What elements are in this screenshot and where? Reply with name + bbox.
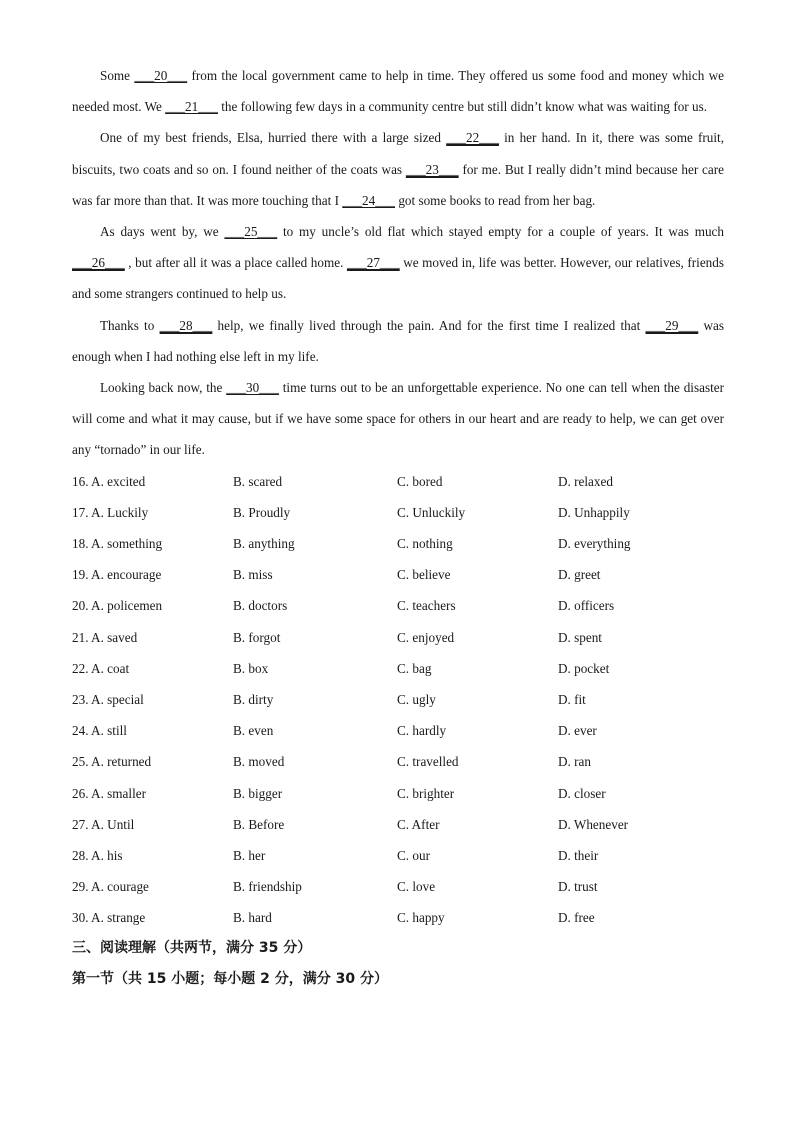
question-22-options: [72, 653, 724, 684]
option-c: C. our: [397, 847, 430, 863]
option-a: 23. A. special: [72, 691, 144, 707]
option-c: C. nothing: [397, 536, 453, 552]
text: Thanks to: [100, 317, 160, 333]
blank-27: ___27___: [346, 255, 400, 271]
option-d: D. fit: [558, 691, 586, 707]
text: One of my best friends, Elsa, hurried there with a large sized: [100, 130, 447, 146]
option-b: B. box: [233, 660, 269, 676]
answer-options: [72, 466, 724, 934]
blank-23: ___23___: [405, 161, 459, 177]
question-18-options: [72, 528, 724, 559]
option-d: D. relaxed: [558, 473, 613, 489]
question-24-options: [72, 715, 724, 746]
option-b: B. miss: [233, 567, 273, 583]
option-a: 25. A. returned: [72, 754, 152, 770]
option-a: 19. A. encourage: [72, 567, 162, 583]
option-a: 18. A. something: [72, 536, 163, 552]
option-d: D. Whenever: [558, 816, 629, 832]
option-a: 28. A. his: [72, 847, 123, 863]
option-a: 17. A. Luckily: [72, 504, 149, 520]
passage-paragraph-3: [72, 216, 724, 310]
option-d: D. trust: [558, 879, 598, 895]
option-b: B. anything: [233, 536, 295, 552]
blank-26: ___26___: [72, 255, 125, 271]
option-c: C. enjoyed: [397, 629, 455, 645]
option-d: D. everything: [558, 536, 631, 552]
passage-paragraph-1: [72, 60, 724, 122]
option-c: C. travelled: [397, 754, 459, 770]
text: Some: [100, 68, 135, 83]
question-27-options: [72, 809, 724, 840]
option-a: 20. A. policemen: [72, 598, 163, 614]
option-b: B. Proudly: [233, 504, 291, 520]
option-b: B. scared: [233, 473, 283, 489]
passage-paragraph-5: [72, 372, 724, 466]
option-d: D. officers: [558, 598, 615, 614]
blank-20: ___20___: [134, 68, 188, 83]
option-b: B. hard: [233, 910, 272, 926]
passage-paragraph-2: [72, 122, 724, 216]
option-c: C. ugly: [397, 691, 436, 707]
blank-30: ___30___: [226, 380, 279, 396]
option-a: 22. A. coat: [72, 660, 130, 676]
question-30-options: [72, 902, 724, 933]
text: , but after all it was a place called home.: [124, 255, 347, 271]
question-26-options: [72, 778, 724, 809]
option-b: B. Before: [233, 816, 285, 832]
option-d: D. ever: [558, 723, 597, 739]
exam-page: [72, 60, 724, 995]
option-c: C. love: [397, 879, 436, 895]
text: to my uncle’s old flat which stayed empty for a couple of years. It was much: [277, 224, 724, 240]
text: time turns out to be an unforgettable experience. No one can tell when the disaster will come and what it may cause, but if we have some space for others in our heart and are ready to help, we can get over any “tornado” in our life.: [72, 380, 725, 458]
blank-25: ___25___: [224, 224, 278, 240]
option-c: C. After: [397, 816, 440, 832]
option-a: 26. A. smaller: [72, 785, 146, 801]
passage-paragraph-4: [72, 310, 724, 372]
question-20-options: [72, 590, 724, 621]
option-b: B. friendship: [233, 879, 302, 895]
question-16-options: [72, 466, 724, 497]
blank-28: ___28___: [159, 317, 213, 333]
option-b: B. doctors: [233, 598, 288, 614]
question-19-options: [72, 559, 724, 590]
option-b: B. her: [233, 847, 266, 863]
text: Looking back now, the: [100, 380, 227, 396]
question-28-options: [72, 840, 724, 871]
section-heading: 三、阅读理解（共两节，满分 35 分）: [72, 940, 312, 957]
blank-21: ___21___: [165, 99, 218, 115]
option-b: B. even: [233, 723, 274, 739]
option-d: D. closer: [558, 785, 606, 801]
text: we moved in, life was better. However, our relatives, friends and some strangers continued to help us.: [72, 255, 724, 302]
option-b: B. dirty: [233, 691, 274, 707]
text: help, we finally lived through the pain. And for the first time I realized that: [212, 317, 646, 333]
option-a: 29. A. courage: [72, 879, 149, 895]
question-25-options: [72, 746, 724, 777]
option-a: 27. A. Until: [72, 816, 135, 832]
option-c: C. Unluckily: [397, 504, 466, 520]
option-d: D. pocket: [558, 660, 610, 676]
text: from the local government came to help in time. They offered us some food and money which we needed most. We: [72, 68, 724, 115]
option-d: D. greet: [558, 567, 601, 583]
question-17-options: [72, 497, 724, 528]
option-a: 24. A. still: [72, 723, 127, 739]
question-29-options: [72, 871, 724, 902]
text: was enough when I had nothing else left in my life.: [72, 317, 724, 364]
text: As days went by, we: [100, 224, 225, 240]
option-c: C. bored: [397, 473, 443, 489]
text: in her hand. In it, there was some fruit, biscuits, two coats and so on. I found neither of the coats was: [72, 130, 725, 177]
blank-22: ___22___: [446, 130, 499, 146]
subsection-heading: 第一节（共 15 小题；每小题 2 分，满分 30 分）: [72, 971, 388, 988]
option-c: C. brighter: [397, 785, 455, 801]
text: got some books to read from her bag.: [395, 192, 596, 208]
option-c: C. teachers: [397, 598, 456, 614]
option-c: C. believe: [397, 567, 451, 583]
option-d: D. ran: [558, 754, 591, 770]
option-c: C. happy: [397, 910, 445, 926]
option-d: D. their: [558, 847, 599, 863]
option-c: C. hardly: [397, 723, 447, 739]
option-b: B. forgot: [233, 629, 281, 645]
option-d: D. free: [558, 910, 595, 926]
option-b: B. bigger: [233, 785, 283, 801]
option-d: D. spent: [558, 629, 602, 645]
text: the following few days in a community centre but still didn’t know what was waiting for us.: [217, 99, 708, 115]
option-a: 16. A. excited: [72, 473, 146, 489]
blank-24: ___24___: [342, 192, 396, 208]
option-c: C. bag: [397, 660, 432, 676]
question-23-options: [72, 684, 724, 715]
option-a: 30. A. strange: [72, 910, 146, 926]
option-b: B. moved: [233, 754, 285, 770]
blank-29: ___29___: [645, 317, 699, 333]
text: for me. But I really didn’t mind because her care was far more than that. It was more touching that I: [72, 161, 724, 208]
option-d: D. Unhappily: [558, 504, 630, 520]
option-a: 21. A. saved: [72, 629, 138, 645]
question-21-options: [72, 622, 724, 653]
